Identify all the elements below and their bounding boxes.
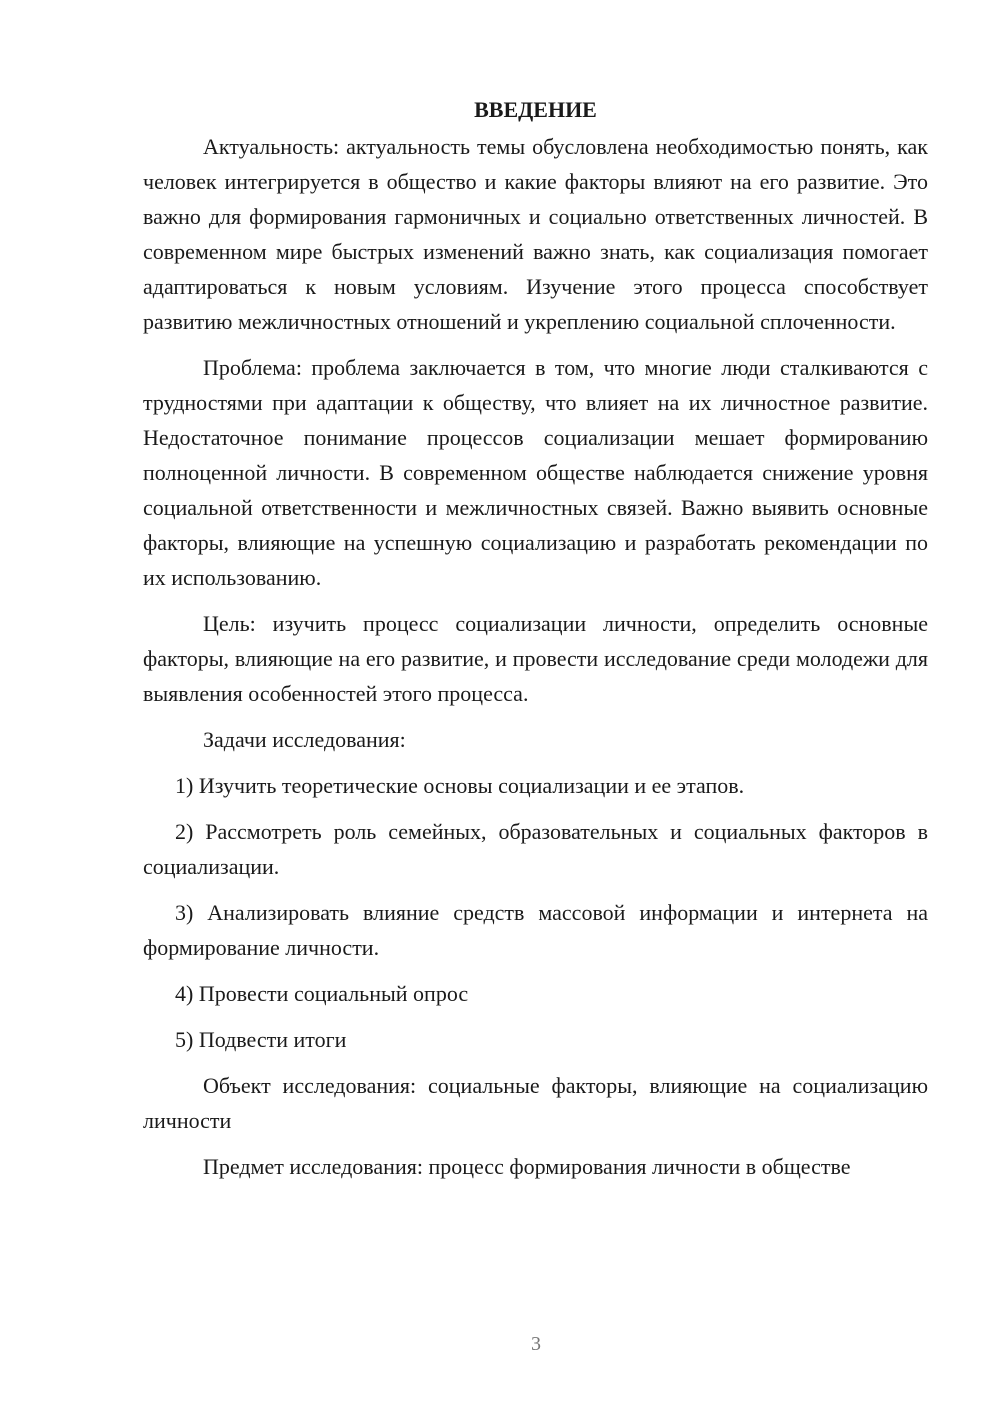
tasks-heading: Задачи исследования: [203,727,406,752]
task-item-3: 3) Анализировать влияние средств массовой информации и интернета на формирование личности. [143,900,928,960]
research-object-paragraph: Объект исследования: социальные факторы, влияющие на социализацию личности [143,1073,928,1133]
task-item-4: 4) Провести социальный опрос [175,981,469,1006]
page-number: 3 [531,1333,541,1355]
section-title: ВВЕДЕНИЕ [474,97,597,122]
task-item-5: 5) Подвести итоги [175,1027,347,1052]
goal-paragraph: Цель: изучить процесс социализации личности, определить основные факторы, влияющие на его развитие, и провести исследование среди молодежи для выявления особенностей этого процесса. [143,611,928,706]
research-subject-paragraph: Предмет исследования: процесс формирования личности в обществе [203,1154,851,1179]
relevance-paragraph: Актуальность: актуальность темы обусловлена необходимостью понять, как человек интегрируется в общество и какие факторы влияют на его развитие. Это важно для формирования гармоничных и социально ответственных личностей. В современном мире быстрых изменений важно знать, как социализация помогает адаптироваться к новым условиям. Изучение этого процесса способствует развитию межличностных отношений и укреплению социальной сплоченности. [143,134,928,334]
document-page [143,95,928,1195]
task-item-2: 2) Рассмотреть роль семейных, образовательных и социальных факторов в социализации. [143,819,928,879]
task-item-1: 1) Изучить теоретические основы социализации и ее этапов. [175,773,745,798]
problem-paragraph: Проблема: проблема заключается в том, что многие люди сталкиваются с трудностями при адаптации к обществу, что влияет на их личностное развитие. Недостаточное понимание процессов социализации мешает формированию полноценной личности. В современном обществе наблюдается снижение уровня социальной ответственности и межличностных связей. Важно выявить основные факторы, влияющие на успешную социализацию и разработать рекомендации по их использованию. [143,355,928,590]
